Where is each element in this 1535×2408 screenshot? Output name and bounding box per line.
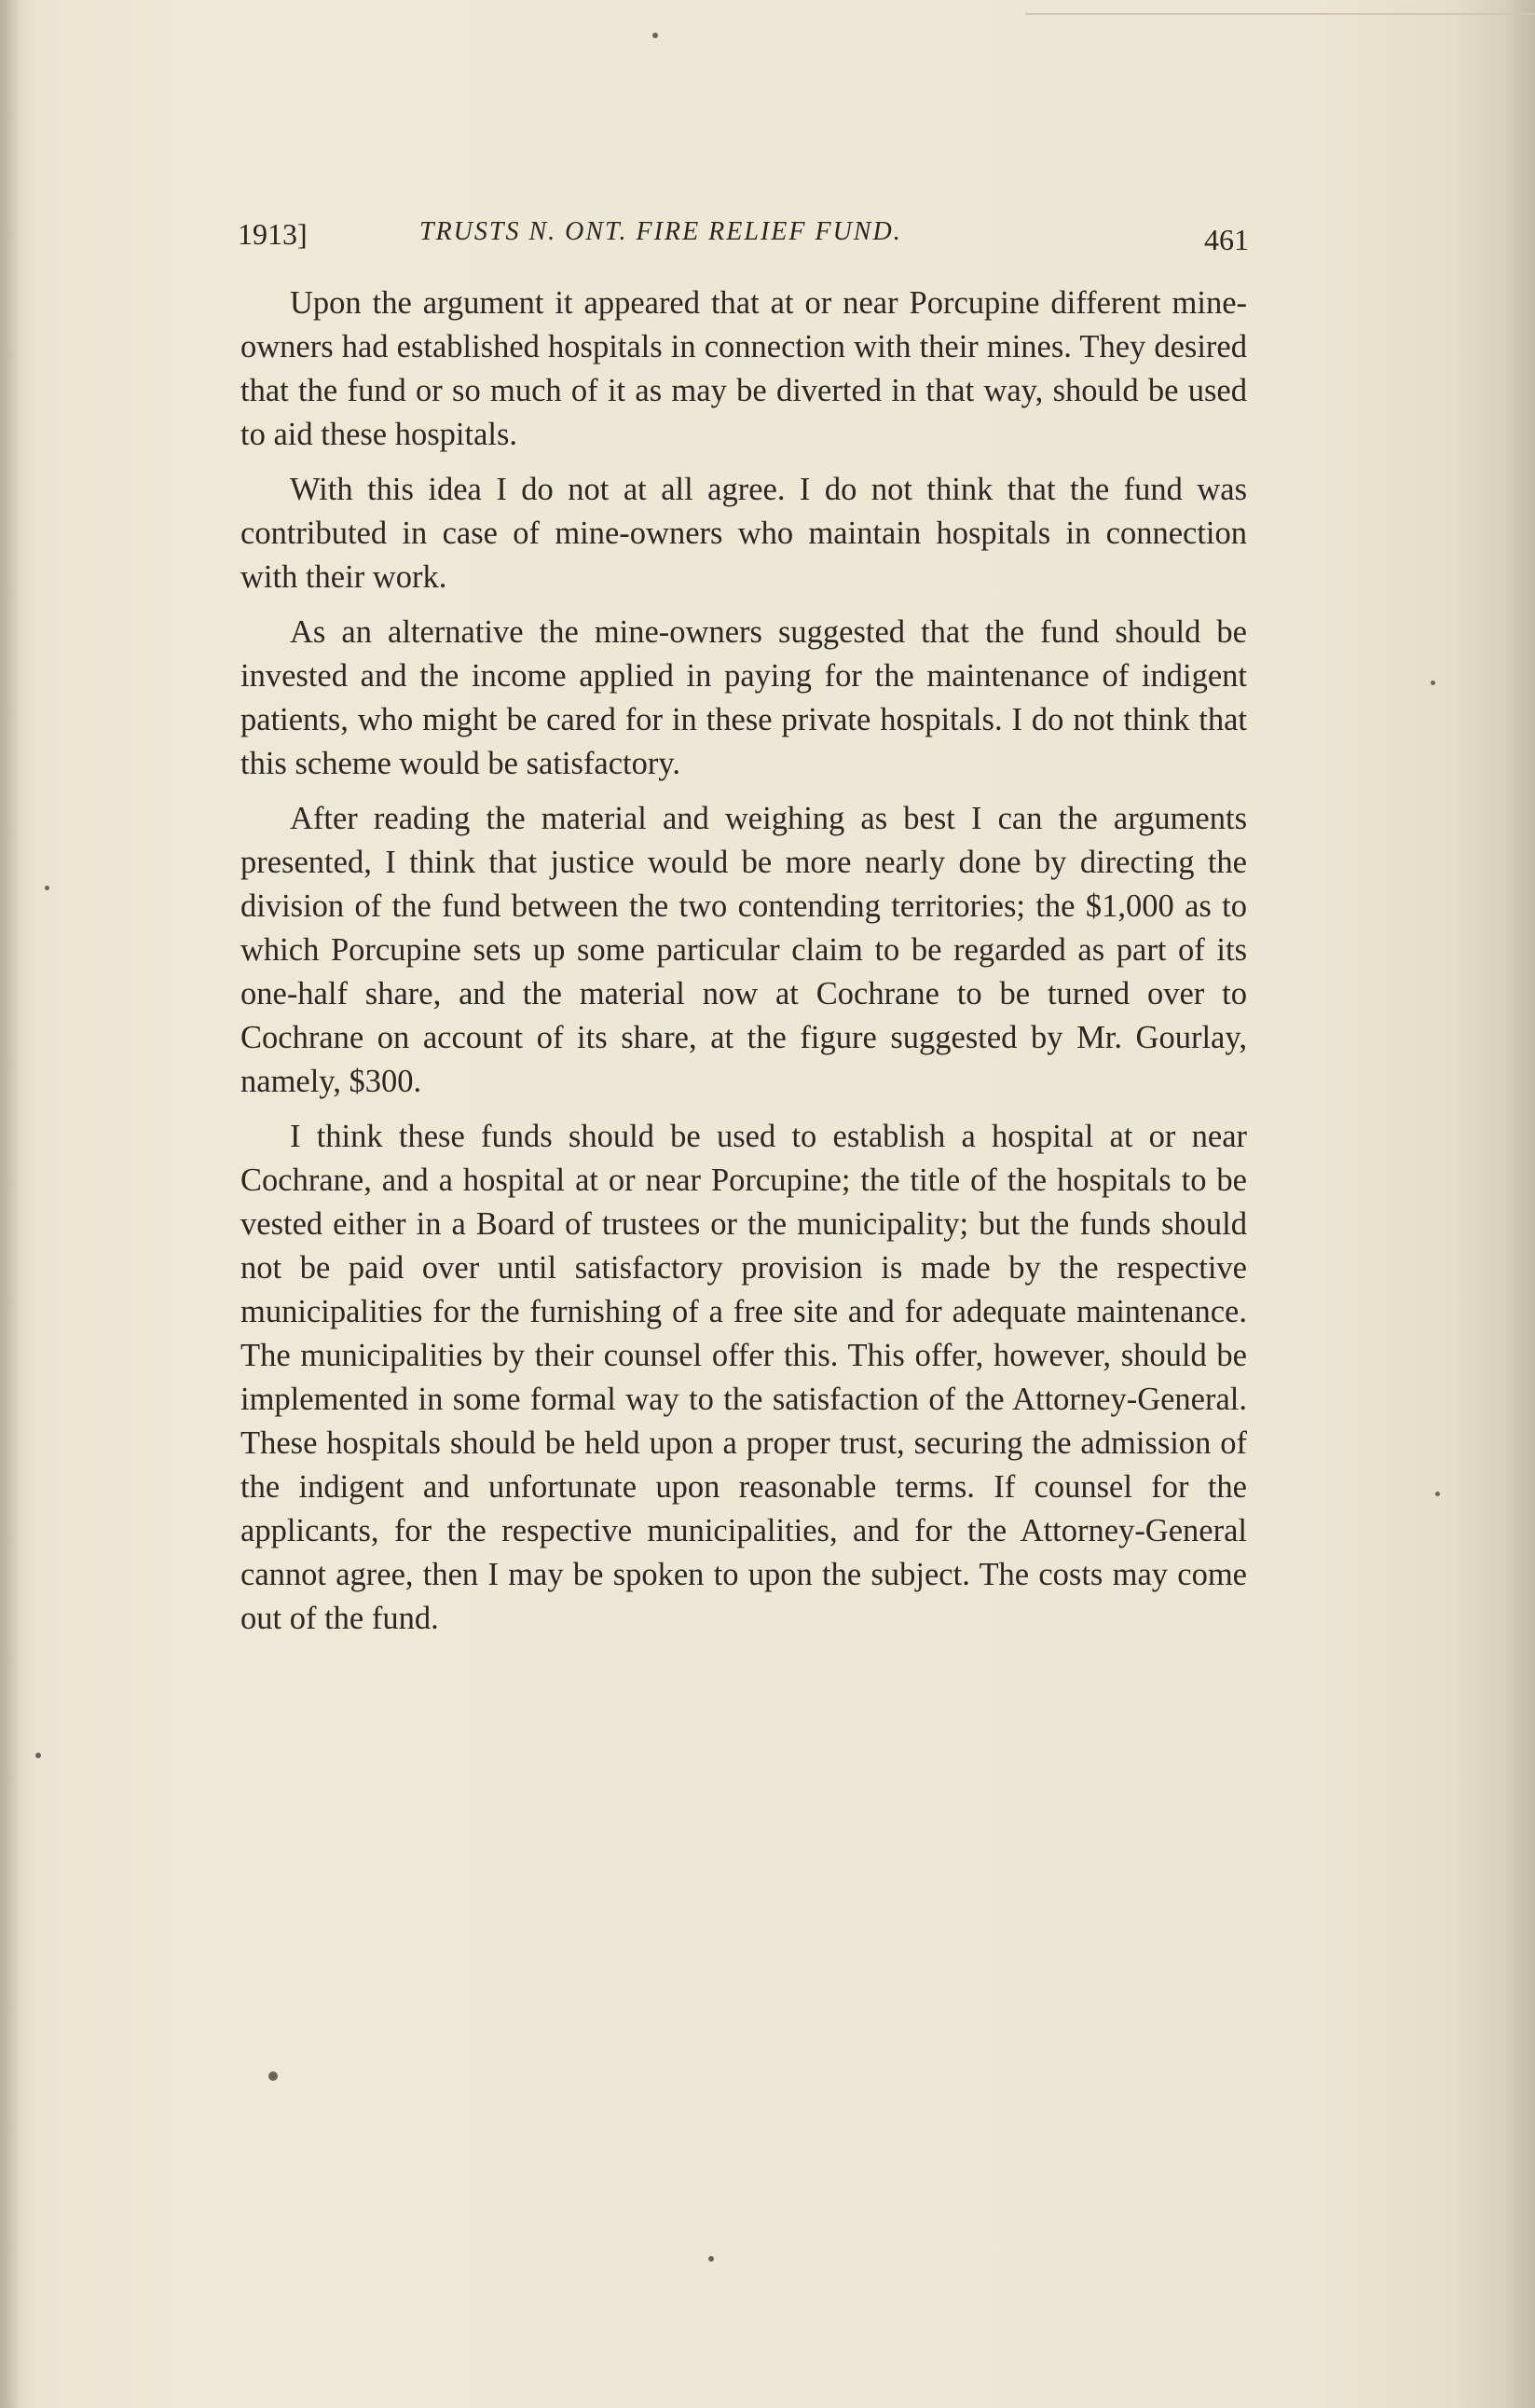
paragraph: I think these funds should be used to establish a hospital at or near Cochrane, and a hospital at or near Porcupine; the title of the hospitals to be vested either in a Board of trustees or the municipality; but the funds should not be paid over until satisfactory provision is made by the respective municipalities for the furnishing of a free site and for adequate maintenance. The municipalities by their counsel offer this. This offer, however, should be implemented in some formal way to the satisfaction of the Attorney-General. These hospitals should be held upon a proper trust, securing the admission of the indigent and unfortunate upon reasonable terms. If counsel for the applicants, for the respective municipalities, and for the Attorney-General cannot agree, then I may be spoken to upon the subject. The costs may come out of the fund. <box>240 1119 1247 1636</box>
page-number: 461 <box>1204 223 1249 256</box>
ink-speck <box>652 33 658 38</box>
paragraph: After reading the material and weighing as best I can the arguments presented, I think that justice would be more nearly done by directing the division of the fund between the two contending territories; the $1,000 as to which Porcupine sets up some particular claim to be regarded as part of its one-half share, and the material now at Cochrane to be turned over to Cochrane on account of its share, at the figure suggested by Mr. Gourlay, namely, $300. <box>240 801 1247 1099</box>
paragraph: With this idea I do not at all agree. I do not think that the fund was contributed in case of mine-owners who maintain hospitals in connection with their work. <box>240 472 1247 595</box>
running-head <box>238 210 1249 266</box>
paragraph: As an alternative the mine-owners suggested that the fund should be invested and the income applied in paying for the maintenance of indigent patients, who might be cared for in these private hospitals. I do not think that this scheme would be satisfactory. <box>240 614 1247 781</box>
body-text <box>240 282 1247 1652</box>
ink-speck <box>35 1753 41 1758</box>
running-head-year: 1913] <box>238 217 308 251</box>
paragraph: Upon the argument it appeared that at or near Porcupine different mine-owners had established hospitals in connection with their mines. They desired that the fund or so much of it as may be diverted in that way, should be used to aid these hospitals. <box>240 285 1247 452</box>
ink-speck <box>1435 1492 1440 1496</box>
page-edge-shadow <box>1507 0 1535 2408</box>
running-head-title: TRUSTS N. ONT. FIRE RELIEF FUND. <box>419 217 902 246</box>
ink-speck <box>45 886 49 890</box>
ink-speck <box>708 2256 714 2262</box>
ink-speck <box>268 2071 278 2081</box>
ink-speck <box>1431 681 1435 685</box>
top-page-edge <box>1025 0 1535 15</box>
spine-shadow <box>0 0 21 2408</box>
